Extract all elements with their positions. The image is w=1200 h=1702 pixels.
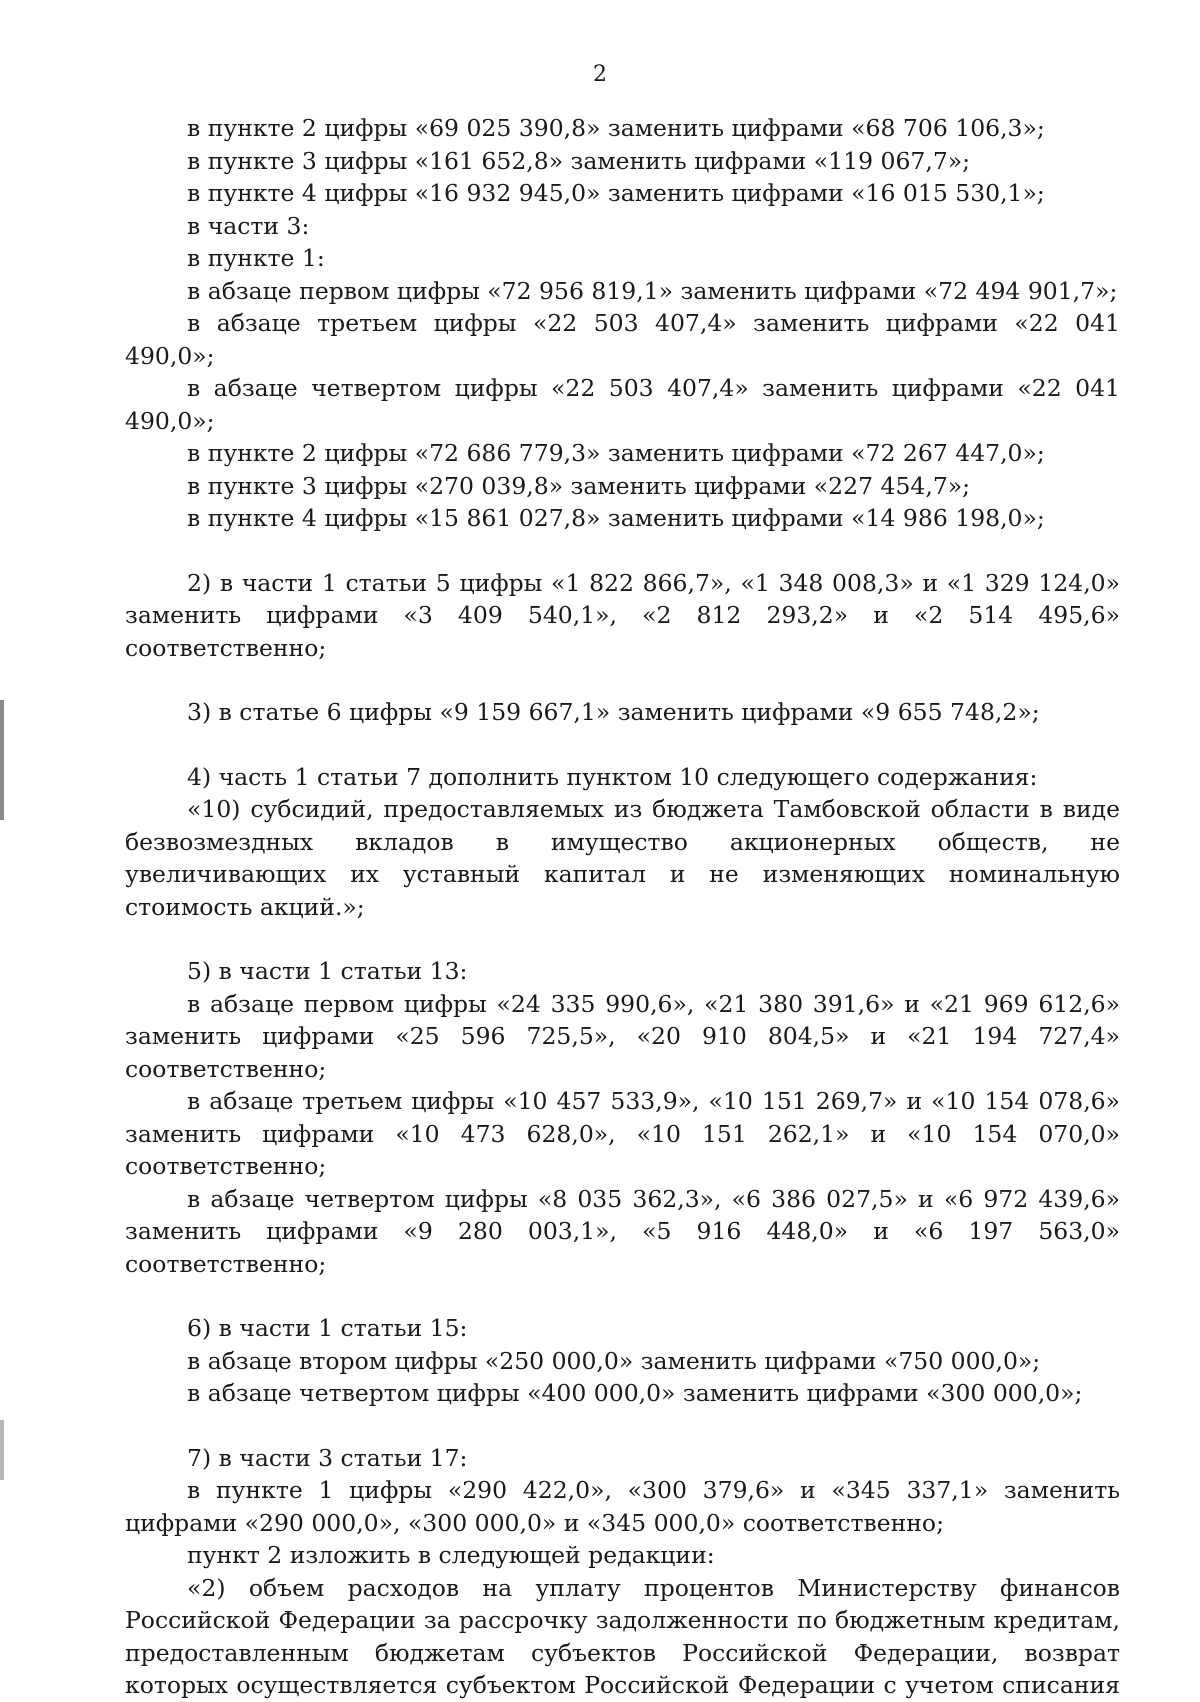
paragraph: в пункте 3 цифры «161 652,8» заменить цифрами «119 067,7»; <box>187 146 971 175</box>
paragraph: 2) в части 1 статьи 5 цифры «1 822 866,7», «1 348 008,3» и «1 329 124,0» заменить цифрами «3 409 540,1», «2 812 293,2» и «2 514 495,6» соответственно; <box>125 568 1120 662</box>
paragraph: в пункте 2 цифры «69 025 390,8» заменить цифрами «68 706 106,3»; <box>187 114 1045 142</box>
paragraph: в абзаце четвертом цифры «400 000,0» заменить цифрами «300 000,0»; <box>187 1379 1083 1407</box>
paragraph: в пункте 3 цифры «270 039,8» заменить цифрами «227 454,7»; <box>187 471 971 500</box>
paragraph: 3) в статье 6 цифры «9 159 667,1» заменить цифрами «9 655 748,2»; <box>187 698 1040 726</box>
paragraph: в абзаце четвертом цифры «22 503 407,4» заменить цифрами «22 041 490,0»; <box>125 374 1120 435</box>
scan-edge-mark <box>0 1420 4 1480</box>
paragraph: в части 3: <box>187 211 310 240</box>
paragraph: в пункте 4 цифры «15 861 027,8» заменить цифрами «14 986 198,0»; <box>187 504 1045 532</box>
paragraph: в пункте 1 цифры «290 422,0», «300 379,6» и «345 337,1» заменить цифрами «290 000,0», «300 000,0» и «345 000,0» соответственно; <box>125 1476 1120 1537</box>
paragraph: 7) в части 3 статьи 17: <box>187 1443 468 1472</box>
paragraph: 5) в части 1 статьи 13: <box>187 957 468 985</box>
paragraph: 4) часть 1 статьи 7 дополнить пунктом 10 следующего содержания: <box>187 762 1038 791</box>
scan-edge-mark <box>0 700 4 820</box>
paragraph: в пункте 4 цифры «16 932 945,0» заменить цифрами «16 015 530,1»; <box>187 179 1045 207</box>
paragraph: «10) субсидий, предоставляемых из бюджета Тамбовской области в виде безвозмездных вкладов в имущество акционерных обществ, не увеличивающих их уставный капитал и не изменяющих номинальную стоимость акций.»; <box>125 795 1120 921</box>
paragraph: 6) в части 1 статьи 15: <box>187 1314 468 1342</box>
page-number: 2 <box>593 62 607 87</box>
paragraph: в абзаце втором цифры «250 000,0» заменить цифрами «750 000,0»; <box>187 1346 1041 1375</box>
paragraph: «2) объем расходов на уплату процентов Министерству финансов Российской Федерации за рассрочку задолженности по бюджетным кредитам, предоставленным бюджетам субъектов Российской Федерации, возврат которых осуществляется субъектом Российской Федерации с учетом списания <box>125 1573 1120 1699</box>
paragraph: в абзаце третьем цифры «22 503 407,4» заменить цифрами «22 041 490,0»; <box>125 309 1120 370</box>
paragraph: в абзаце четвертом цифры «8 035 362,3», «6 386 027,5» и «6 972 439,6» заменить цифрами «9 280 003,1», «5 916 448,0» и «6 197 563,0» соответственно; <box>125 1184 1120 1278</box>
paragraph: в пункте 1: <box>187 244 325 272</box>
paragraph: в абзаце третьем цифры «10 457 533,9», «10 151 269,7» и «10 154 078,6» заменить цифрами «10 473 628,0», «10 151 262,1» и «10 154 070,0» соответственно; <box>125 1087 1120 1180</box>
paragraph: в абзаце первом цифры «72 956 819,1» заменить цифрами «72 494 901,7»; <box>187 276 1118 305</box>
paragraph: пункт 2 изложить в следующей редакции: <box>187 1541 715 1569</box>
paragraph: в абзаце первом цифры «24 335 990,6», «21 380 391,6» и «21 969 612,6» заменить цифрами «25 596 725,5», «20 910 804,5» и «21 194 727,4» соответственно; <box>125 989 1120 1083</box>
paragraph: в пункте 2 цифры «72 686 779,3» заменить цифрами «72 267 447,0»; <box>187 439 1045 467</box>
document-body <box>125 112 1120 1702</box>
